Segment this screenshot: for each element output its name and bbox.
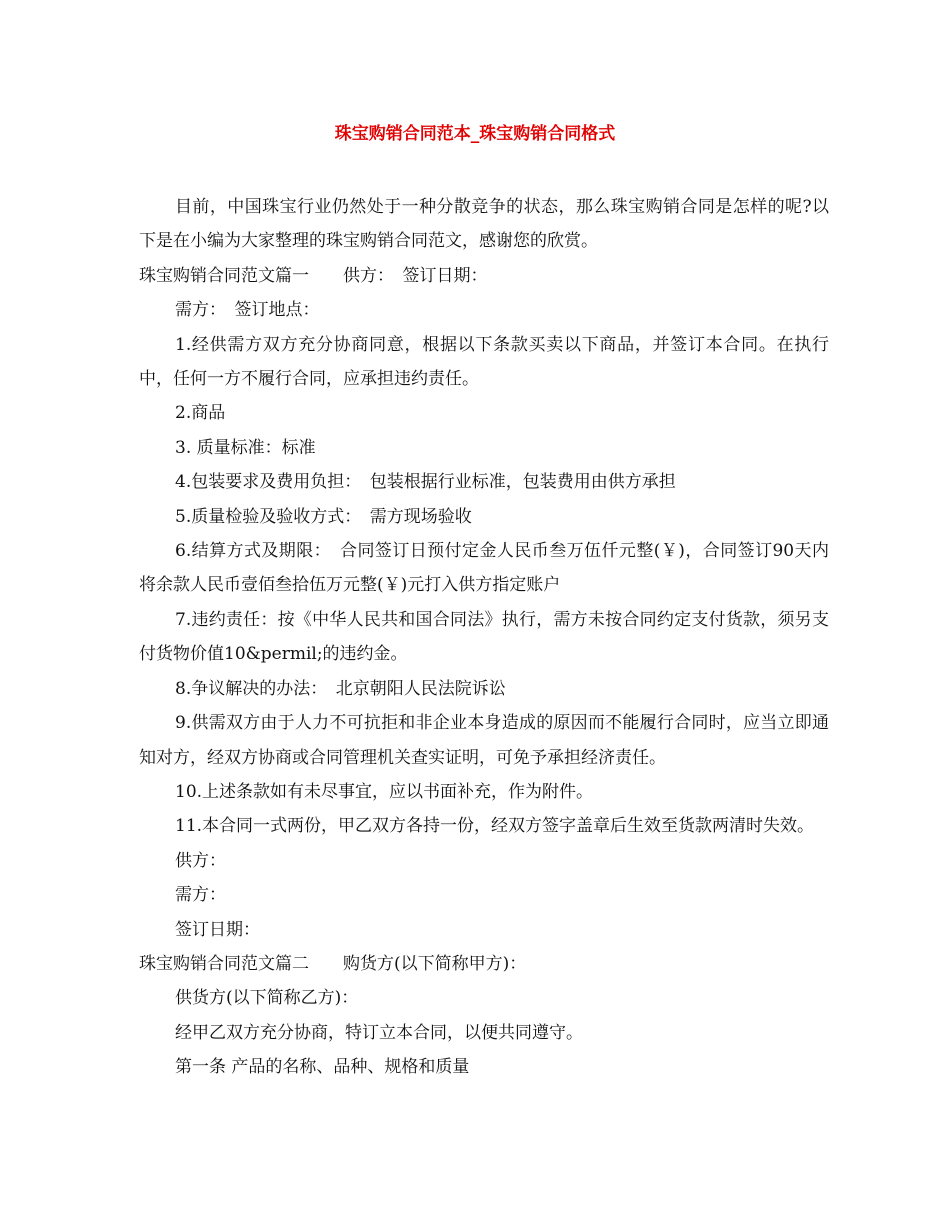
paragraph: 需方： 签订地点： — [175, 300, 320, 321]
clause-paragraph: 1.经供需方双方充分协商同意，根据以下条款买卖以下商品，并签订本合同。在执行中，任何一方不履行合同，应承担违约责任。 — [139, 334, 829, 390]
clause-paragraph: 11.本合同一式两份，甲乙双方各持一份，经双方签字盖章后生效至货款两清时失效。 — [175, 816, 815, 837]
signature-line-date: 签订日期： — [175, 919, 260, 940]
paragraph: 目前，中国珠宝行业仍然处于一种分散竞争的状态，那么珠宝购销合同是怎样的呢?以下是在小编为大家整理的珠宝购销合同范文，感谢您的欣赏。 — [139, 197, 829, 252]
clause-paragraph: 8.争议解决的办法： 北京朝阳人民法院诉讼 — [175, 678, 506, 699]
clause-paragraph: 3. 质量标准：标准 — [175, 437, 316, 458]
clause-paragraph: 4.包装要求及费用负担： 包装根据行业标准，包装费用由供方承担 — [175, 472, 676, 493]
paragraph: 供货方(以下简称乙方)： — [175, 988, 359, 1009]
clause-paragraph: 2.商品 — [175, 403, 226, 424]
signature-line-buyer: 需方： — [175, 885, 226, 906]
clause-paragraph: 10.上述条款如有未尽事宜，应以书面补充，作为附件。 — [175, 781, 594, 802]
document-body — [139, 190, 829, 1085]
paragraph: 经甲乙双方充分协商，特订立本合同，以便共同遵守。 — [175, 1022, 583, 1043]
clause-paragraph: 9.供需双方由于人力不可抗拒和非企业本身造成的原因而不能履行合同时，应当立即通知对方，经双方协商或合同管理机关查实证明，可免予承担经济责任。 — [139, 713, 829, 768]
clause-paragraph: 7.违约责任：按《中华人民共和国合同法》执行，需方未按合同约定支付货款，须另支付货物价值10&permil;的违约金。 — [139, 609, 829, 665]
clause-paragraph: 6.结算方式及期限： 合同签订日预付定金人民币叁万伍仟元整(￥)，合同签订90天内将余款人民币壹佰叁拾伍万元整(￥)元打入供方指定账户 — [139, 541, 829, 596]
signature-line-supplier: 供方： — [175, 850, 226, 871]
clause-paragraph: 5.质量检验及验收方式： 需方现场验收 — [175, 506, 472, 527]
article-heading: 第一条 产品的名称、品种、规格和质量 — [175, 1057, 470, 1078]
section-heading-paragraph: 珠宝购销合同范文篇二 购货方(以下简称甲方)： — [139, 953, 527, 974]
section-heading-paragraph: 珠宝购销合同范文篇一 供方： 签订日期： — [139, 265, 488, 286]
document-title: 珠宝购销合同范本_珠宝购销合同格式 — [334, 124, 616, 144]
